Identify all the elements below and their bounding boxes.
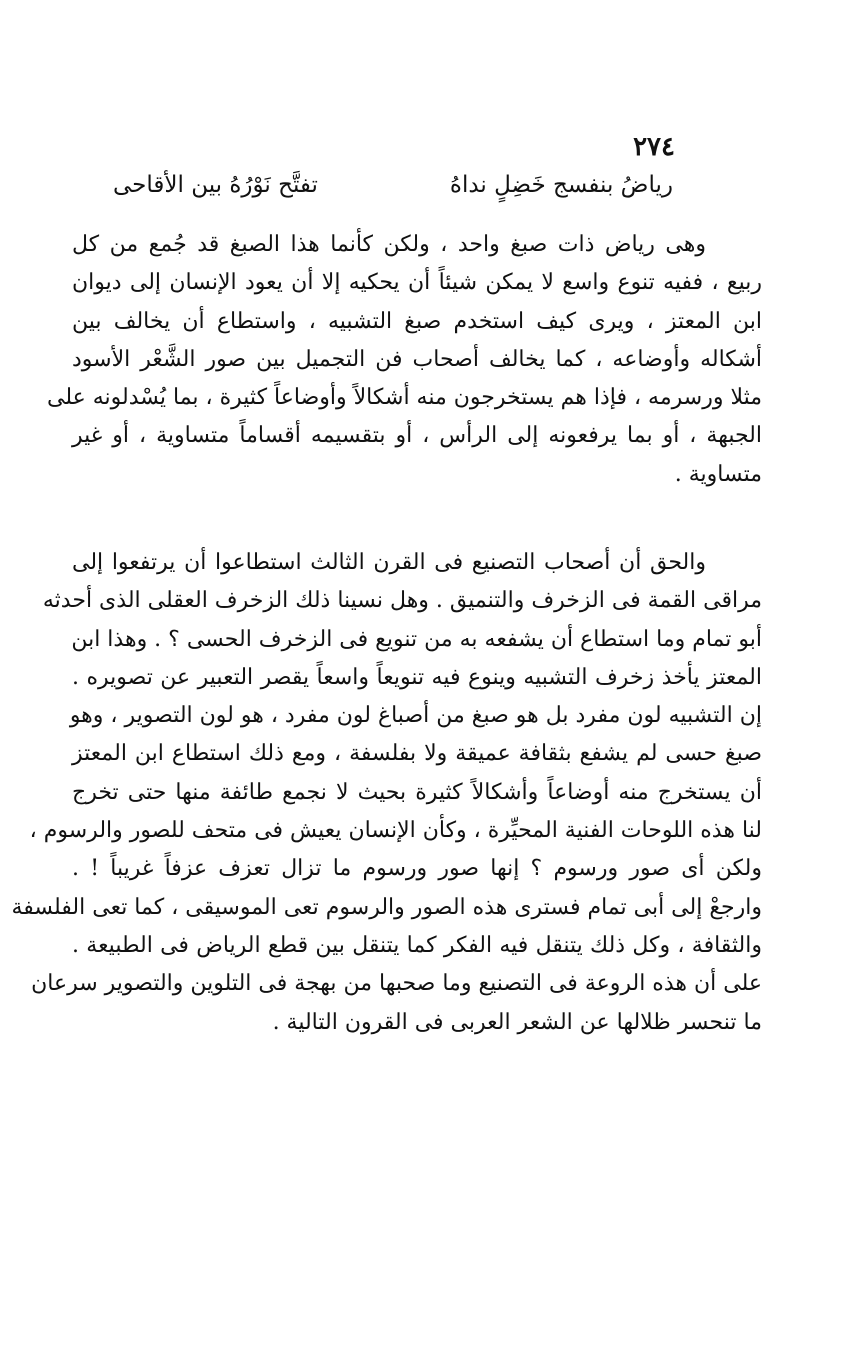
paragraph-1: [46, 226, 762, 494]
verse-second-hemistich: تفتَّح نَوْرُهُ بين الأقاحى: [113, 172, 318, 198]
text-line: أبو تمام وما استطاع أن يشفعه به من تنويع فى الزخرف الحسى ؟ . وهذا ابن: [71, 626, 762, 652]
text-line: صبغ حسى لم يشفع بثقافة عميقة ولا بفلسفة ، ومع ذلك استطاع ابن المعتز: [72, 741, 762, 767]
text-line: ربيع ، ففيه تنوع واسع لا يمكن شيئاً أن يحكيه إلا أن يعود الإنسان إلى ديوان: [72, 270, 762, 296]
text-line: وارجعْ إلى أبى تمام فسترى هذه الصور والرسوم تعى الموسيقى ، كما تعى الفلسفة: [11, 894, 762, 920]
text-line: ابن المعتز ، ويرى كيف استخدم صبغ التشبيه ، واستطاع أن يخالف بين: [72, 308, 762, 334]
text-line: مراقى القمة فى الزخرف والتنميق . وهل نسينا ذلك الزخرف العقلى الذى أحدثه: [42, 588, 762, 614]
text-line: ولكن أى صور ورسوم ؟ إنها صور ورسوم ما تزال تعزف عزفاً غريباً ! .: [72, 856, 762, 882]
verse-first-hemistich: رياضُ بنفسج خَضِلٍ نداهُ: [449, 172, 673, 198]
text-line: لنا هذه اللوحات الفنية المحيِّرة ، وكأن الإنسان يعيش فى متحف للصور والرسوم ،: [29, 818, 762, 844]
text-line: المعتز يأخذ زخرف التشبيه وينوع فيه تنويعاً واسعاً يقصر التعبير عن تصويره .: [72, 664, 762, 690]
text-line: مثلا ورسرمه ، فإذا هم يستخرجون منه أشكالاً وأوضاعاً كثيرة ، بما يُسْدلونه على: [46, 385, 762, 411]
paragraph-2: [11, 544, 762, 1042]
text-line: الجبهة ، أو بما يرفعونه إلى الرأس ، أو بتقسيمه أقساماً متساوية ، أو غير: [72, 423, 762, 449]
page-number: ٢٧٤: [633, 132, 675, 162]
text-line: أن يستخرج منه أوضاعاً وأشكالاً كثيرة بحيث لا نجمع طائفة منها حتى تخرج: [72, 779, 762, 805]
text-line: على أن هذه الروعة فى التصنيع وما صحبها من بهجة فى التلوين والتصوير سرعان: [31, 971, 762, 997]
poem-verse: [113, 172, 673, 198]
text-line: والحق أن أصحاب التصنيع فى القرن الثالث استطاعوا أن يرتفعوا إلى: [72, 550, 706, 575]
text-line: أشكاله وأوضاعه ، كما يخالف أصحاب فن التجميل بين صور الشَّعْر الأسود: [72, 346, 762, 372]
text-line: إن التشبيه لون مفرد بل هو صبغ من أصباغ لون مفرد ، هو لون التصوير ، وهو: [69, 703, 762, 729]
text-line: والثقافة ، وكل ذلك يتنقل فيه الفكر كما يتنقل بين قطع الرياض فى الطبيعة .: [72, 932, 762, 958]
text-line: متساوية .: [674, 461, 762, 487]
text-line: وهى رياض ذات صبغ واحد ، ولكن كأنما هذا الصبغ قد جُمع من كل: [72, 232, 706, 257]
text-line: ما تنحسر ظلالها عن الشعر العربى فى القرون التالية .: [272, 1009, 762, 1035]
